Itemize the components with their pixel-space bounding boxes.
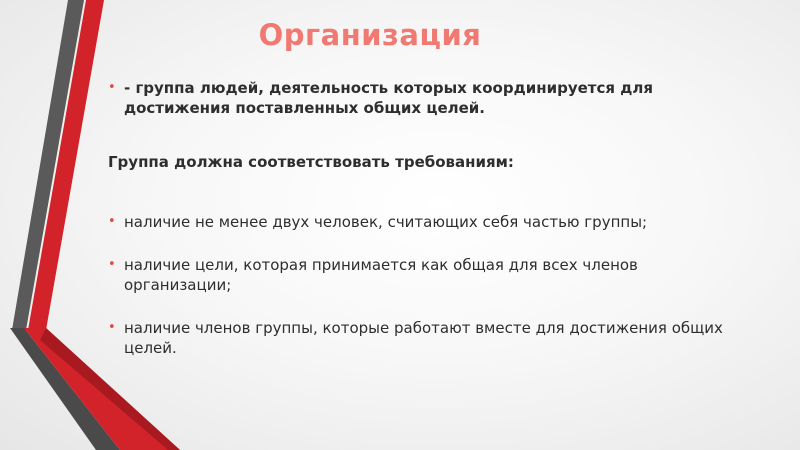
- requirement-item-3: наличие членов группы, которые работают вместе для достижения общих целей.: [124, 319, 723, 357]
- bullet-icon: •: [108, 320, 116, 335]
- bullet-icon: •: [108, 80, 116, 95]
- bullet-icon: •: [108, 214, 116, 229]
- slide-title: Организация: [258, 18, 482, 52]
- requirement-item-1: наличие не менее двух человек, считающих себя частью группы;: [124, 213, 648, 231]
- requirement-item-2: наличие цели, которая принимается как общая для всех членов организации;: [124, 256, 638, 294]
- requirements-heading: Группа должна соответствовать требованиям:: [108, 153, 514, 171]
- definition-text: - группа людей, деятельность которых координируется для достижения поставленных общих целей.: [124, 79, 653, 117]
- bullet-icon: •: [108, 257, 116, 272]
